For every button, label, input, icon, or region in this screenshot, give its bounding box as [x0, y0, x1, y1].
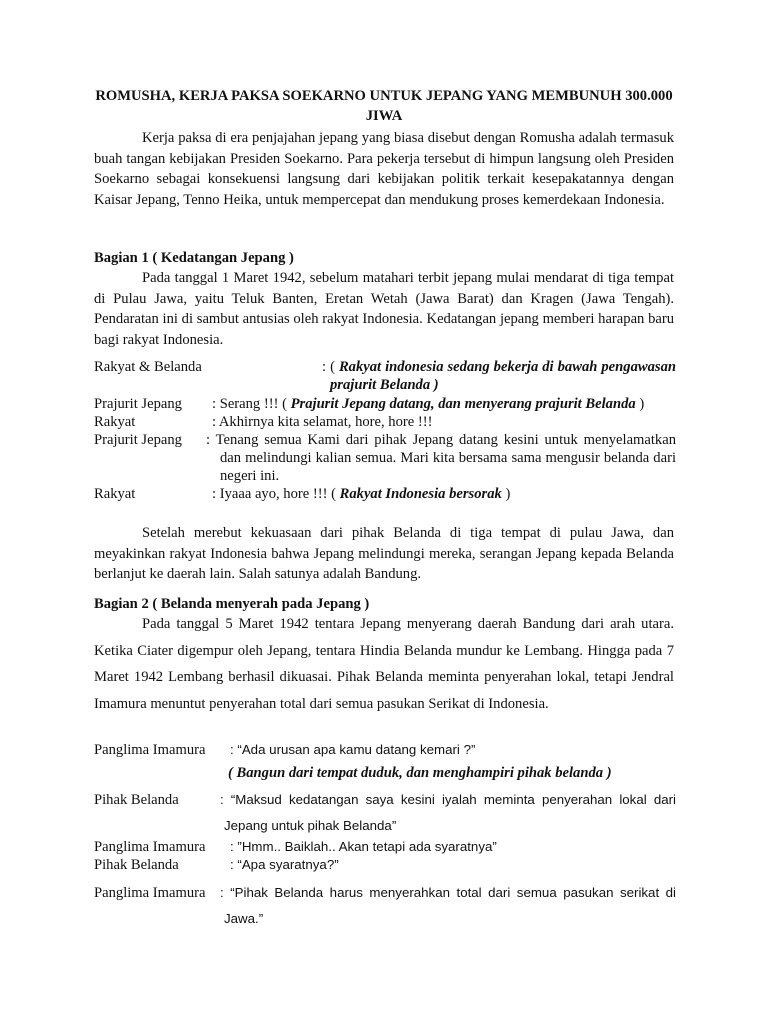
- dialogue-text: [212, 485, 676, 503]
- speaker: Pihak Belanda: [94, 857, 179, 873]
- speaker: Pihak Belanda: [94, 792, 179, 808]
- stage-direction-close: ): [603, 765, 612, 781]
- part1-heading: Bagian 1 ( Kedatangan Jepang ): [94, 250, 294, 266]
- dialogue-text: : Tenang semua Kami dari pihak Jepang datang kesini untuk menyelamatkan dan melindungi kalian semua. Mari kita bersama sama mengusir belanda dari negeri ini.: [206, 432, 676, 484]
- page-title: ROMUSHA, KERJA PAKSA SOEKARNO UNTUK JEPANG YANG MEMBUNUH 300.000 JIWA: [95, 88, 673, 124]
- part1-closing-paragraph: Setelah merebut kekuasaan dari pihak Belanda di tiga tempat di pulau Jawa, dan meyakinkan rakyat Indonesia bahwa Jepang melindungi mereka, serangan Jepang kepada Belanda berlanjut ke daerah lain. Salah satunya adalah Bandung.: [94, 525, 674, 582]
- stage-direction: Rakyat Indonesia bersorak: [339, 486, 502, 502]
- speaker: Prajurit Jepang: [94, 396, 182, 412]
- stage-direction: Rakyat indonesia sedang bekerja di bawah pengawasan prajurit Belanda: [330, 359, 676, 393]
- part2-heading: Bagian 2 ( Belanda menyerah pada Jepang ): [94, 596, 370, 612]
- stage-direction-close: ): [430, 377, 439, 393]
- intro-paragraph: Kerja paksa di era penjajahan jepang yang biasa disebut dengan Romusha adalah termasuk buah tangan kebijakan Presiden Soekarno. Para pekerja tersebut di himpun langsung oleh Presiden Soekarno sebagai konsekuensi langsung dari kebijakan politik terkait kesepakatannya dengan Kaisar Jepang, Tenno Heika, untuk mempercepat dan mendukung proses kemerdekaan Indonesia.: [94, 130, 674, 208]
- dialogue-text: : “Pihak Belanda harus menyerahkan total dari semua pasukan serikat di Jawa.”: [220, 885, 676, 926]
- speaker: Panglima Imamura: [94, 839, 206, 855]
- dialogue-line: : Iyaaa ayo, hore !!! (: [212, 486, 340, 502]
- dialogue-text: : ”Hmm.. Baiklah.. Akan tetapi ada syaratnya”: [230, 839, 497, 854]
- dialogue-text: [228, 762, 676, 784]
- stage-direction-close: ): [635, 396, 645, 412]
- dialogue-line: (: [228, 765, 237, 781]
- part1-paragraph: Pada tanggal 1 Maret 1942, sebelum matahari terbit jepang mulai mendarat di tiga tempat di Pulau Jawa, yaitu Teluk Banten, Eretan Wetah (Jawa Barat) dan Kragen (Jawa Tengah). Pendaratan ini di sambut antusias oleh rakyat Indonesia. Kedatangan jepang memberi harapan baru bagi rakyat Indonesia.: [94, 270, 674, 348]
- dialogue-text: [322, 358, 676, 394]
- dialogue-text: : “Apa syaratnya?”: [230, 857, 339, 872]
- speaker: Rakyat: [94, 486, 136, 502]
- stage-direction-close: ): [501, 486, 511, 502]
- dialogue-text: : “Maksud kedatangan saya kesini iyalah meminta penyerahan lokal dari Jepang untuk pihak Belanda”: [220, 792, 676, 833]
- dialogue-text: [212, 395, 676, 413]
- speaker: Rakyat: [94, 414, 136, 430]
- dialogue-line: : (: [322, 359, 339, 375]
- speaker: Prajurit Jepang: [94, 432, 182, 448]
- speaker: Panglima Imamura: [94, 742, 206, 758]
- part2-paragraph: Pada tanggal 5 Maret 1942 tentara Jepang menyerang daerah Bandung dari arah utara. Ketika Ciater digempur oleh Jepang, tentara Hindia Belanda mundur ke Lembang. Hingga pada 7 Maret 1942 Lembang berhasil dikuasai. Pihak Belanda meminta penyerahan lokal, tetapi Jendral Imamura menuntut penyerahan total dari semua pasukan Serikat di Indonesia.: [94, 616, 674, 712]
- stage-direction: Bangun dari tempat duduk, dan menghampiri pihak belanda: [236, 765, 604, 781]
- speaker: Rakyat & Belanda: [94, 359, 202, 375]
- dialogue-line: : Serang !!! (: [212, 396, 291, 412]
- speaker: Panglima Imamura: [94, 885, 206, 901]
- dialogue-text: : Akhirnya kita selamat, hore, hore !!!: [212, 414, 433, 430]
- stage-direction: Prajurit Jepang datang, dan menyerang prajurit Belanda: [290, 396, 636, 412]
- dialogue-text: : “Ada urusan apa kamu datang kemari ?”: [230, 742, 476, 757]
